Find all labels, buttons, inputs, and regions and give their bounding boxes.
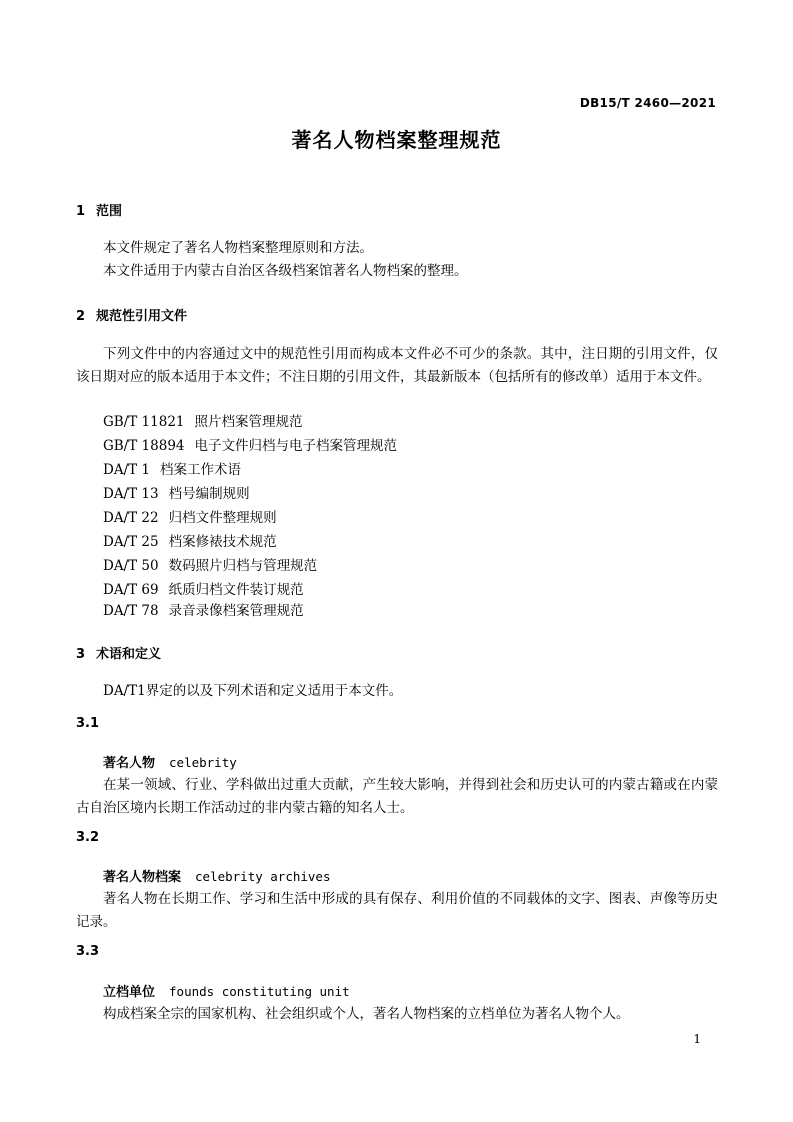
term-english: celebrity archives: [195, 869, 331, 884]
term-english: founds constituting unit: [169, 984, 350, 999]
term-english: celebrity: [169, 755, 237, 770]
reference-code: DA/T 22: [103, 510, 159, 526]
term-chinese: 著名人物: [103, 756, 156, 771]
term-number: 3.3: [76, 944, 100, 959]
reference-item: [103, 554, 317, 578]
reference-title: 档号编制规则: [168, 486, 250, 502]
reference-code: GB/T 18894: [103, 438, 185, 454]
reference-title: 纸质归档文件装订规范: [168, 582, 304, 598]
reference-code: GB/T 11821: [103, 414, 185, 430]
section-title: 规范性引用文件: [96, 309, 188, 324]
reference-title: 归档文件整理规则: [168, 510, 277, 526]
reference-title: 档案工作术语: [160, 462, 242, 478]
section-number: 1: [76, 204, 86, 219]
section-heading-2: [76, 305, 187, 324]
document-number: DB15/T 2460—2021: [579, 96, 716, 110]
references-intro: 下列文件中的内容通过文中的规范性引用而构成本文件必不可少的条款。其中，注日期的引用文件，仅该日期对应的版本适用于本文件；不注日期的引用文件，其最新版本（包括所有的修改单）适用于本文件。: [76, 346, 718, 385]
reference-code: DA/T 50: [103, 558, 159, 574]
page-title: 著名人物档案整理规范: [291, 128, 502, 152]
reference-item: [103, 599, 304, 623]
term-number: 3.1: [76, 716, 100, 731]
reference-title: 录音录像档案管理规范: [168, 603, 304, 619]
reference-title: 照片档案管理规范: [194, 414, 303, 430]
term-chinese: 立档单位: [103, 985, 156, 1000]
section-heading-1: [76, 200, 122, 219]
term-heading: [103, 866, 330, 885]
reference-title: 档案修裱技术规范: [168, 534, 277, 550]
reference-code: DA/T 1: [103, 462, 151, 478]
term-heading: [103, 752, 237, 771]
section-title: 术语和定义: [96, 647, 162, 662]
section-title: 范围: [96, 204, 123, 219]
term-heading: [103, 981, 350, 1000]
section-number: 3: [76, 647, 86, 662]
reference-code: DA/T 78: [103, 603, 159, 619]
term-number: 3.2: [76, 830, 100, 845]
reference-code: DA/T 25: [103, 534, 159, 550]
terms-intro: DA/T1界定的以及下列术语和定义适用于本文件。: [103, 683, 403, 699]
reference-item: [103, 482, 250, 506]
term-definition: 在某一领域、行业、学科做出过重大贡献，产生较大影响，并得到社会和历史认可的内蒙古籍或在内蒙古自治区境内长期工作活动过的非内蒙古籍的知名人士。: [76, 777, 718, 816]
scope-line-2: 本文件适用于内蒙古自治区各级档案馆著名人物档案的整理。: [103, 263, 468, 279]
reference-item: [103, 506, 277, 530]
scope-line-1: 本文件规定了著名人物档案整理原则和方法。: [103, 240, 373, 256]
section-heading-3: [76, 643, 161, 662]
reference-code: DA/T 13: [103, 486, 159, 502]
section-number: 2: [76, 309, 86, 324]
term-chinese: 著名人物档案: [103, 870, 182, 885]
reference-item: [103, 410, 303, 434]
page-number: 1: [693, 1032, 701, 1046]
reference-title: 数码照片归档与管理规范: [168, 558, 318, 574]
reference-title: 电子文件归档与电子档案管理规范: [194, 438, 397, 454]
reference-item: [103, 530, 277, 554]
reference-item: [103, 458, 241, 482]
reference-code: DA/T 69: [103, 582, 159, 598]
term-definition: 构成档案全宗的国家机构、社会组织或个人，著名人物档案的立档单位为著名人物个人。: [103, 1006, 630, 1022]
reference-item: [103, 434, 397, 458]
term-definition: 著名人物在长期工作、学习和生活中形成的具有保存、利用价值的不同载体的文字、图表、声像等历史记录。: [76, 891, 718, 930]
